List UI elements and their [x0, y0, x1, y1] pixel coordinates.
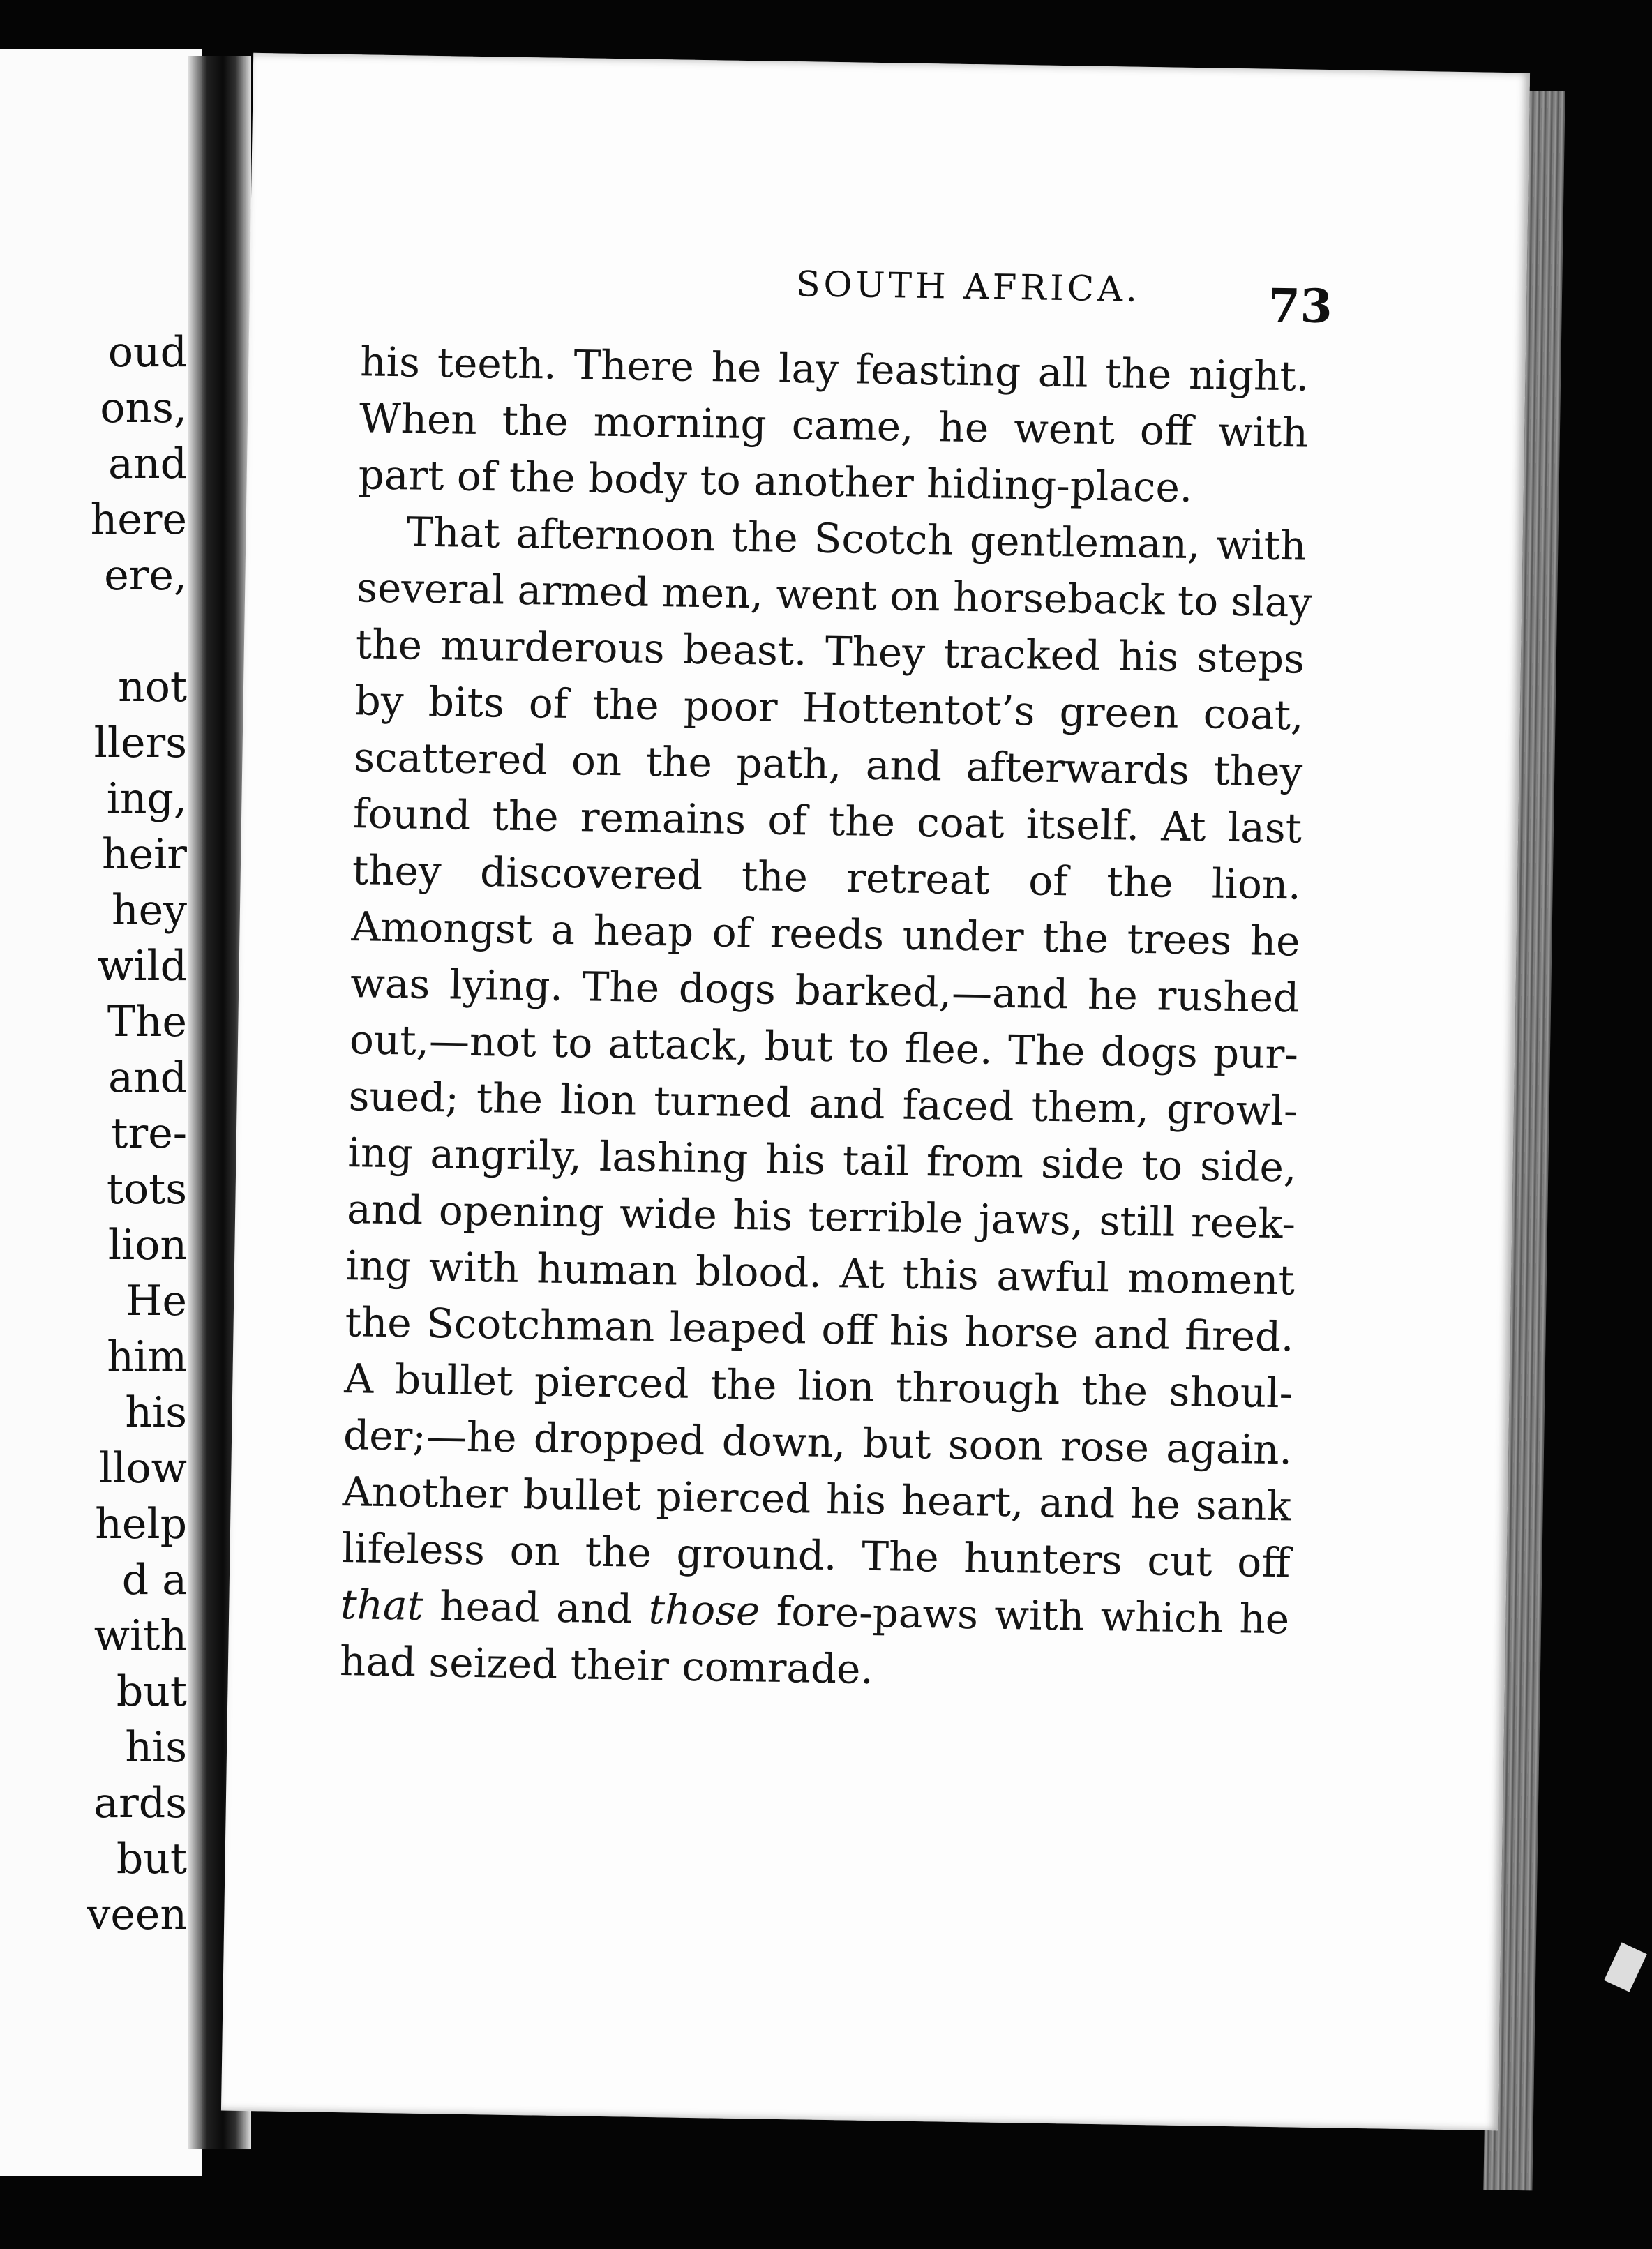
left-page-fragment: him	[107, 1332, 187, 1381]
left-facing-page	[0, 49, 202, 2176]
left-page-fragment: wild	[97, 942, 187, 991]
text-line: lifeless on the ground. The hunters cut off	[341, 1524, 1291, 1587]
body-text	[339, 333, 1312, 1704]
left-page-fragment: but	[116, 1667, 187, 1716]
left-page-fragment: oud	[107, 328, 187, 377]
left-page-fragment: lion	[107, 1221, 187, 1270]
text-line: sued; the lion turned and faced them, growl-	[348, 1072, 1298, 1135]
left-page-fragment: He	[126, 1277, 187, 1325]
text-segment: head and	[423, 1581, 649, 1633]
left-page-fragment: hey	[111, 886, 187, 935]
text-line: by bits of the poor Hottentot’s green coat,	[354, 677, 1305, 739]
left-page-fragment: help	[95, 1500, 187, 1549]
scan-artifact	[1604, 1942, 1647, 1992]
text-line: found the remains of the coat itself. At last	[352, 790, 1302, 852]
left-page-fragment: here	[90, 495, 187, 544]
text-line: scattered on the path, and afterwards they	[353, 733, 1303, 796]
italic-word: those	[648, 1585, 760, 1635]
text-line: Another bullet pierced his heart, and he sank	[342, 1468, 1292, 1530]
text-line: and opening wide his terrible jaws, still reek-	[346, 1185, 1296, 1248]
left-page-fragment: tots	[106, 1165, 187, 1214]
left-page-fragment: ere,	[104, 551, 187, 600]
text-line: out,—not to attack, but to flee. The dogs pur-	[349, 1016, 1299, 1078]
left-page-fragment: ing,	[106, 774, 187, 823]
text-line: was lying. The dogs barked,—and he rushed	[350, 959, 1300, 1022]
text-line: had seized their comrade.	[339, 1637, 874, 1694]
running-head: SOUTH AFRICA.	[795, 264, 1141, 310]
text-line: Amongst a heap of reeds under the trees he	[351, 903, 1300, 965]
left-page-fragment: tre-	[111, 1109, 187, 1158]
text-line: der;—he dropped down, but soon rose again.	[343, 1411, 1293, 1474]
left-page-fragment: and	[108, 439, 187, 488]
left-page-fragment: and	[108, 1053, 187, 1102]
left-page-fragment: veen	[87, 1890, 187, 1939]
left-page-fragment: ards	[93, 1779, 187, 1828]
left-page-fragment: his	[125, 1723, 187, 1772]
text-line: the murderous beast. They tracked his steps	[355, 620, 1305, 683]
italic-word: that	[340, 1581, 424, 1630]
left-page-fragment: llow	[99, 1444, 187, 1493]
left-page-fragment: The	[107, 998, 187, 1046]
text-line: That afternoon the Scotch gentleman, with	[405, 508, 1307, 570]
left-page-fragment: ons,	[100, 384, 187, 433]
left-page-fragment: llers	[93, 719, 187, 767]
text-line: they discovered the retreat of the lion.	[352, 846, 1302, 909]
text-line: his teeth. There he lay feasting all the night.	[359, 338, 1309, 400]
page-number: 73	[1268, 278, 1333, 334]
left-page-fragment: heir	[101, 830, 187, 879]
left-page-fragment: but	[116, 1835, 187, 1883]
left-page-fragment: with	[93, 1611, 187, 1660]
text-line: part of the body to another hiding-place.	[358, 451, 1193, 512]
left-page-fragment: d a	[121, 1556, 187, 1604]
text-segment: fore-paws with which he	[759, 1587, 1290, 1644]
left-page-fragment: his	[125, 1388, 187, 1437]
text-line: When the morning came, he went off with	[359, 394, 1309, 457]
text-line: ing angrily, lashing his tail from side to side,	[347, 1129, 1297, 1191]
right-page	[221, 53, 1530, 2130]
text-line: several armed men, went on horseback to slay	[356, 564, 1312, 626]
text-line: A bullet pierced the lion through the shoul-	[343, 1355, 1293, 1417]
left-page-fragment: not	[118, 663, 187, 712]
text-line: the Scotchman leaped off his horse and fired.	[345, 1298, 1295, 1361]
text-line: ing with human blood. At this awful moment	[345, 1242, 1296, 1304]
